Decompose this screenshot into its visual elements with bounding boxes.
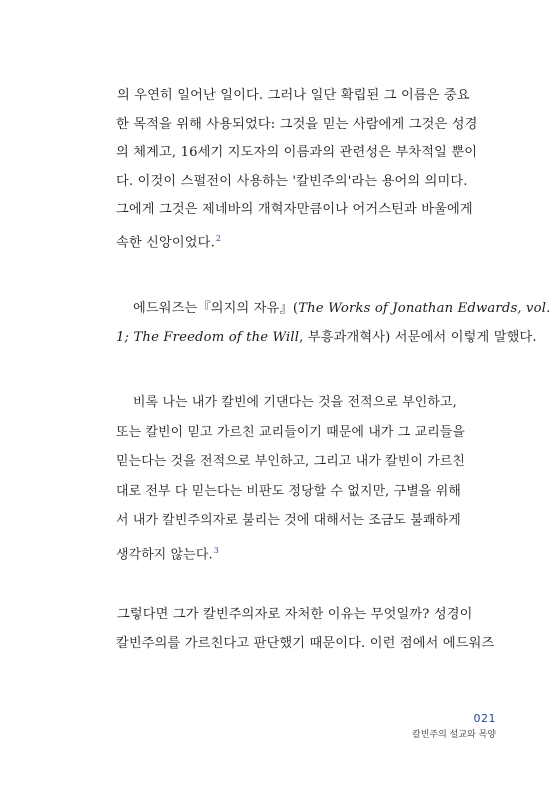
- paragraph-3: [116, 601, 496, 658]
- quote-last-line: [116, 536, 496, 570]
- page-number: 021: [473, 712, 496, 725]
- work-title-italic: The Works of Jonathan Edwards, vol.: [298, 301, 551, 316]
- paragraph-1-last-line: [116, 225, 496, 258]
- paragraph-1-line: 다. 이것이 스펄전이 사용하는 '칼빈주의'라는 용어의 의미다.: [116, 173, 468, 189]
- quote-line: 서 내가 칼빈주의자로 불리는 것에 대해서는 조금도 불쾌하게: [116, 513, 461, 529]
- quote-line: 생각하지 않는다.: [116, 547, 213, 563]
- paragraph-1-line: 한 목적을 위해 사용되었다: 그것을 믿는 사람에게 그것은 성경: [116, 116, 478, 132]
- paragraph-2-text: , 부흥과개혁사) 서문에서 이렇게 말했다.: [299, 329, 537, 345]
- quote-line: 비록 나는 내가 칼빈에 기댄다는 것을 전적으로 부인하고,: [133, 395, 457, 410]
- quote-line: 대로 전부 다 믿는다는 비판도 정당할 수 없지만, 구별을 위해: [116, 483, 461, 499]
- quote-line: 또는 칼빈이 믿고 가르친 교리들이기 때문에 내가 그 교리들을: [116, 424, 466, 440]
- paragraph-2-line: [116, 295, 551, 324]
- quote-line: 믿는다는 것을 전적으로 부인하고, 그리고 내가 칼빈이 가르친: [116, 454, 466, 470]
- paragraph-2-text: 에드워즈는『의지의 자유』(: [133, 301, 299, 316]
- work-title-italic: 1; The Freedom of the Will: [116, 329, 300, 345]
- paragraph-3-line: 그렇다면 그가 칼빈주의자로 자처한 이유는 무엇일까? 성경이: [117, 607, 473, 622]
- paragraph-2-line: [116, 324, 537, 353]
- footnote-marker: 2: [215, 233, 222, 243]
- book-title: 칼빈주의 설교와 목양: [412, 730, 496, 740]
- paragraph-2: [116, 295, 551, 352]
- paragraph-1-line: 속한 신앙이었다.: [116, 235, 215, 251]
- paragraph-3-line: 칼빈주의를 가르친다고 판단했기 때문이다. 이런 점에서 에드워즈: [116, 635, 495, 651]
- paragraph-1: [116, 82, 496, 258]
- paragraph-1-line: 의 체계고, 16세기 지도자의 이름과의 관련성은 부차적일 뿐이: [116, 145, 478, 161]
- page-footer: [412, 712, 496, 740]
- paragraph-1-line: 그에게 그것은 제네바의 개혁자만큼이나 어거스틴과 바울에게: [116, 202, 473, 218]
- footnote-marker: 3: [213, 545, 219, 555]
- block-quote: [116, 388, 496, 570]
- paragraph-1-line: 의 우연히 일어난 일이다. 그러나 일단 확립된 그 이름은 중요: [117, 88, 470, 103]
